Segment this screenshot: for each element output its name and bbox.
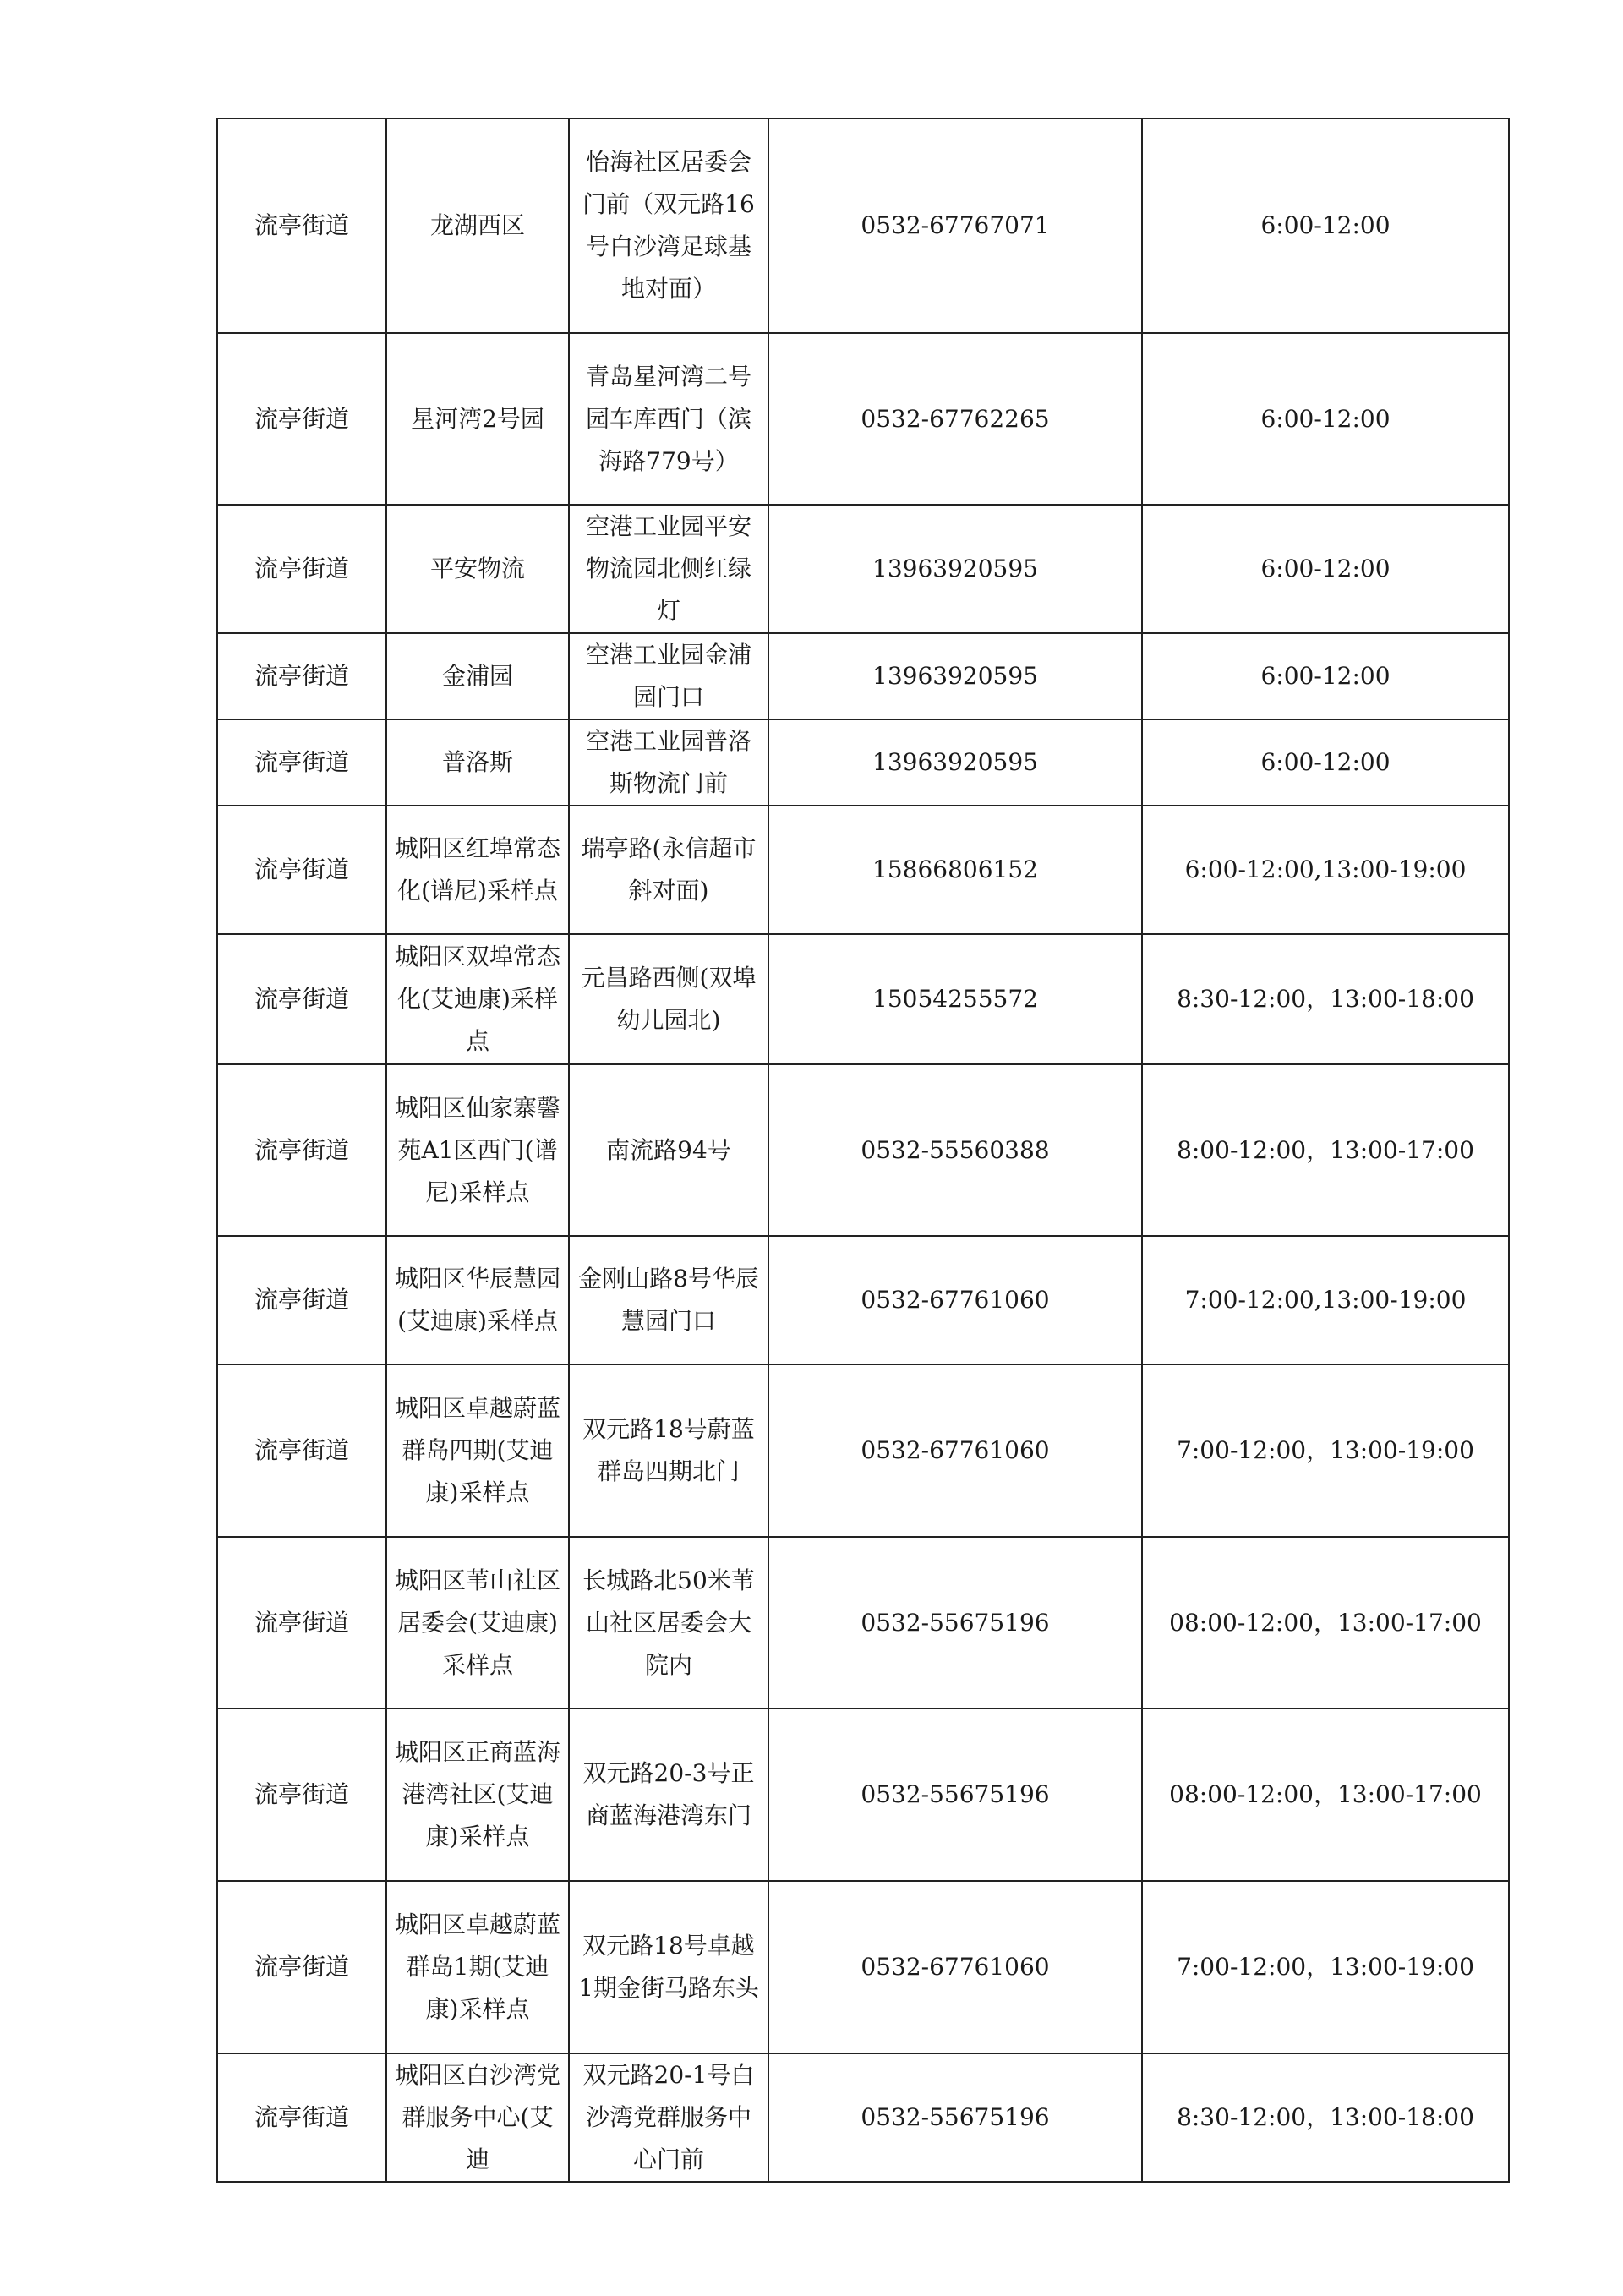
hours-cell: 8:30-12:00，13:00-18:00	[1142, 934, 1509, 1064]
site-name-cell: 城阳区卓越蔚蓝群岛1期(艾迪康)采样点	[386, 1881, 569, 2053]
phone-cell: 0532-67767071	[768, 118, 1142, 333]
table-row	[217, 1537, 1509, 1708]
phone-cell: 0532-55675196	[768, 1537, 1142, 1708]
hours-cell: 6:00-12:00,13:00-19:00	[1142, 806, 1509, 934]
street-cell: 流亭街道	[217, 719, 386, 806]
hours-cell: 6:00-12:00	[1142, 118, 1509, 333]
table-row	[217, 1881, 1509, 2053]
site-name-cell: 城阳区卓越蔚蓝群岛四期(艾迪康)采样点	[386, 1364, 569, 1537]
site-name-cell: 城阳区正商蓝海港湾社区(艾迪康)采样点	[386, 1708, 569, 1881]
table-row	[217, 1064, 1509, 1236]
street-cell: 流亭街道	[217, 1881, 386, 2053]
address-cell: 双元路18号蔚蓝群岛四期北门	[569, 1364, 768, 1537]
table-row	[217, 333, 1509, 505]
site-name-cell: 城阳区双埠常态化(艾迪康)采样点	[386, 934, 569, 1064]
hours-cell: 8:30-12:00，13:00-18:00	[1142, 2053, 1509, 2182]
street-cell: 流亭街道	[217, 1537, 386, 1708]
hours-cell: 8:00-12:00，13:00-17:00	[1142, 1064, 1509, 1236]
phone-cell: 15054255572	[768, 934, 1142, 1064]
phone-cell: 0532-55675196	[768, 2053, 1142, 2182]
site-name-cell: 城阳区红埠常态化(谱尼)采样点	[386, 806, 569, 934]
address-cell: 长城路北50米苇山社区居委会大院内	[569, 1537, 768, 1708]
phone-cell: 0532-55560388	[768, 1064, 1142, 1236]
site-name-cell: 城阳区华辰慧园(艾迪康)采样点	[386, 1236, 569, 1364]
street-cell: 流亭街道	[217, 934, 386, 1064]
table-row	[217, 505, 1509, 633]
table-row	[217, 934, 1509, 1064]
street-cell: 流亭街道	[217, 1236, 386, 1364]
table-row	[217, 1364, 1509, 1537]
table-row	[217, 633, 1509, 719]
hours-cell: 08:00-12:00，13:00-17:00	[1142, 1537, 1509, 1708]
hours-cell: 7:00-12:00，13:00-19:00	[1142, 1364, 1509, 1537]
street-cell: 流亭街道	[217, 118, 386, 333]
address-cell: 怡海社区居委会门前（双元路16号白沙湾足球基地对面）	[569, 118, 768, 333]
table-row	[217, 2053, 1509, 2182]
table-body	[217, 118, 1509, 2182]
address-cell: 空港工业园金浦园门口	[569, 633, 768, 719]
street-cell: 流亭街道	[217, 2053, 386, 2182]
address-cell: 南流路94号	[569, 1064, 768, 1236]
street-cell: 流亭街道	[217, 806, 386, 934]
site-name-cell: 城阳区白沙湾党群服务中心(艾迪	[386, 2053, 569, 2182]
address-cell: 空港工业园普洛斯物流门前	[569, 719, 768, 806]
site-name-cell: 城阳区苇山社区居委会(艾迪康)采样点	[386, 1537, 569, 1708]
phone-cell: 15866806152	[768, 806, 1142, 934]
hours-cell: 6:00-12:00	[1142, 505, 1509, 633]
address-cell: 双元路20-3号正商蓝海港湾东门	[569, 1708, 768, 1881]
street-cell: 流亭街道	[217, 1364, 386, 1537]
phone-cell: 0532-67762265	[768, 333, 1142, 505]
site-name-cell: 普洛斯	[386, 719, 569, 806]
table-row	[217, 1708, 1509, 1881]
address-cell: 双元路18号卓越1期金街马路东头	[569, 1881, 768, 2053]
phone-cell: 13963920595	[768, 719, 1142, 806]
address-cell: 元昌路西侧(双埠幼儿园北)	[569, 934, 768, 1064]
address-cell: 双元路20-1号白沙湾党群服务中心门前	[569, 2053, 768, 2182]
phone-cell: 0532-67761060	[768, 1364, 1142, 1537]
street-cell: 流亭街道	[217, 505, 386, 633]
street-cell: 流亭街道	[217, 633, 386, 719]
street-cell: 流亭街道	[217, 1064, 386, 1236]
street-cell: 流亭街道	[217, 1708, 386, 1881]
hours-cell: 6:00-12:00	[1142, 633, 1509, 719]
address-cell: 瑞亭路(永信超市斜对面)	[569, 806, 768, 934]
table-row	[217, 806, 1509, 934]
table-row	[217, 118, 1509, 333]
phone-cell: 0532-67761060	[768, 1236, 1142, 1364]
hours-cell: 7:00-12:00，13:00-19:00	[1142, 1881, 1509, 2053]
phone-cell: 13963920595	[768, 633, 1142, 719]
hours-cell: 08:00-12:00，13:00-17:00	[1142, 1708, 1509, 1881]
site-name-cell: 城阳区仙家寨馨苑A1区西门(谱尼)采样点	[386, 1064, 569, 1236]
table-row	[217, 719, 1509, 806]
site-name-cell: 金浦园	[386, 633, 569, 719]
sampling-sites-table	[216, 118, 1510, 2183]
address-cell: 金刚山路8号华辰慧园门口	[569, 1236, 768, 1364]
table-row	[217, 1236, 1509, 1364]
site-name-cell: 平安物流	[386, 505, 569, 633]
hours-cell: 6:00-12:00	[1142, 719, 1509, 806]
hours-cell: 6:00-12:00	[1142, 333, 1509, 505]
site-name-cell: 星河湾2号园	[386, 333, 569, 505]
hours-cell: 7:00-12:00,13:00-19:00	[1142, 1236, 1509, 1364]
site-name-cell: 龙湖西区	[386, 118, 569, 333]
phone-cell: 13963920595	[768, 505, 1142, 633]
phone-cell: 0532-55675196	[768, 1708, 1142, 1881]
address-cell: 青岛星河湾二号园车库西门（滨海路779号）	[569, 333, 768, 505]
phone-cell: 0532-67761060	[768, 1881, 1142, 2053]
address-cell: 空港工业园平安物流园北侧红绿灯	[569, 505, 768, 633]
street-cell: 流亭街道	[217, 333, 386, 505]
